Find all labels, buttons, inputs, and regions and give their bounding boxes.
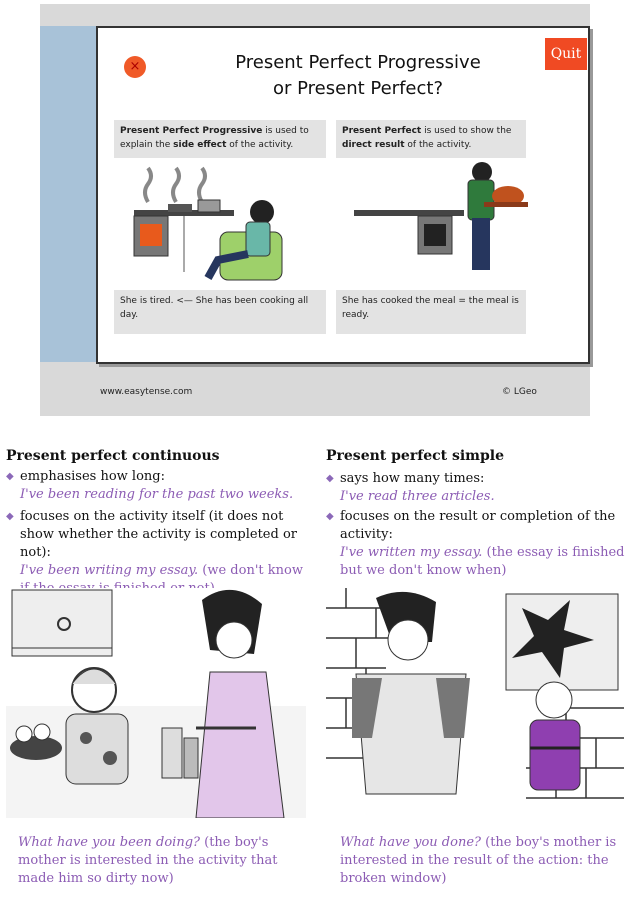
- simple-bullet-2: [326, 508, 632, 580]
- simple-caption-explanation: (the boy's mother is interested in the result of the action: the broken window): [340, 835, 617, 886]
- simple-b2-example: I've written my essay.: [340, 545, 483, 560]
- continuous-caption-explanation: (the boy's mother is interested in the activity that made him so dirty now): [18, 835, 278, 886]
- continuous-b2-text: focuses on the activity itself (it does not show whether the activity is completed or not):: [20, 509, 297, 560]
- left-box-text2: of the activity.: [226, 140, 294, 150]
- continuous-caption-question: What have you been doing?: [18, 835, 200, 850]
- close-button[interactable]: [124, 56, 146, 78]
- simple-heading: Present perfect simple: [326, 448, 505, 464]
- quit-button[interactable]: Quit: [545, 38, 587, 70]
- left-explanation-box: [114, 120, 326, 158]
- continuous-caption: [18, 834, 314, 888]
- simple-b2-note: (the essay is finished but we don't know when): [340, 545, 625, 578]
- simple-b1-example: I've read three articles.: [340, 489, 495, 504]
- continuous-b2-example: I've been writing my essay.: [20, 563, 199, 578]
- simple-b2-text: focuses on the result or completion of the activity:: [340, 509, 616, 542]
- broken-window-illustration: [326, 588, 624, 818]
- continuous-bullet-2: [6, 508, 314, 598]
- website-link[interactable]: www.easytense.com: [100, 387, 193, 397]
- meal-ready-illustration: [348, 162, 528, 282]
- right-box-text1: is used to show the: [421, 126, 512, 136]
- left-box-key: side effect: [173, 140, 227, 150]
- diamond-bullet-icon: ◆: [6, 471, 14, 482]
- continuous-bullet-1: [6, 468, 312, 504]
- right-caption-box: [336, 290, 526, 334]
- left-box-text1: is used to explain the: [120, 126, 309, 150]
- right-box-text2: of the activity.: [404, 140, 472, 150]
- simple-caption: [340, 834, 630, 888]
- simple-caption-question: What have you done?: [340, 835, 481, 850]
- left-caption-text: She is tired. <— She has been cooking all day.: [120, 296, 309, 320]
- close-icon: ×: [129, 59, 141, 74]
- simple-b1-text: says how many times:: [340, 471, 485, 486]
- slide-title: [168, 50, 548, 102]
- right-box-key: direct result: [342, 140, 405, 150]
- continuous-b1-example: I've been reading for the past two weeks.: [20, 487, 294, 502]
- simple-bullet-1: [326, 470, 632, 506]
- copyright-text: © LGeo: [502, 387, 537, 397]
- lesson-slide: [40, 4, 590, 416]
- diamond-bullet-icon: ◆: [6, 511, 14, 522]
- diamond-bullet-icon: ◆: [326, 473, 334, 484]
- dirty-boy-illustration: [6, 588, 306, 818]
- title-line-1: Present Perfect Progressive: [235, 52, 481, 73]
- right-box-term: Present Perfect: [342, 126, 422, 136]
- left-box-term: Present Perfect Progressive: [120, 126, 263, 136]
- tired-cook-illustration: [128, 162, 298, 282]
- slide-card: [96, 26, 590, 364]
- right-caption-text: She has cooked the meal = the meal is ready.: [342, 296, 519, 320]
- left-caption-box: [114, 290, 326, 334]
- continuous-heading: Present perfect continuous: [6, 448, 220, 464]
- continuous-b2-note: (we don't know: [202, 563, 303, 578]
- continuous-b1-text: emphasises how long:: [20, 469, 165, 484]
- title-line-2: or Present Perfect?: [273, 78, 443, 99]
- diamond-bullet-icon: ◆: [326, 511, 334, 522]
- side-panel: [40, 26, 102, 362]
- right-explanation-box: [336, 120, 526, 158]
